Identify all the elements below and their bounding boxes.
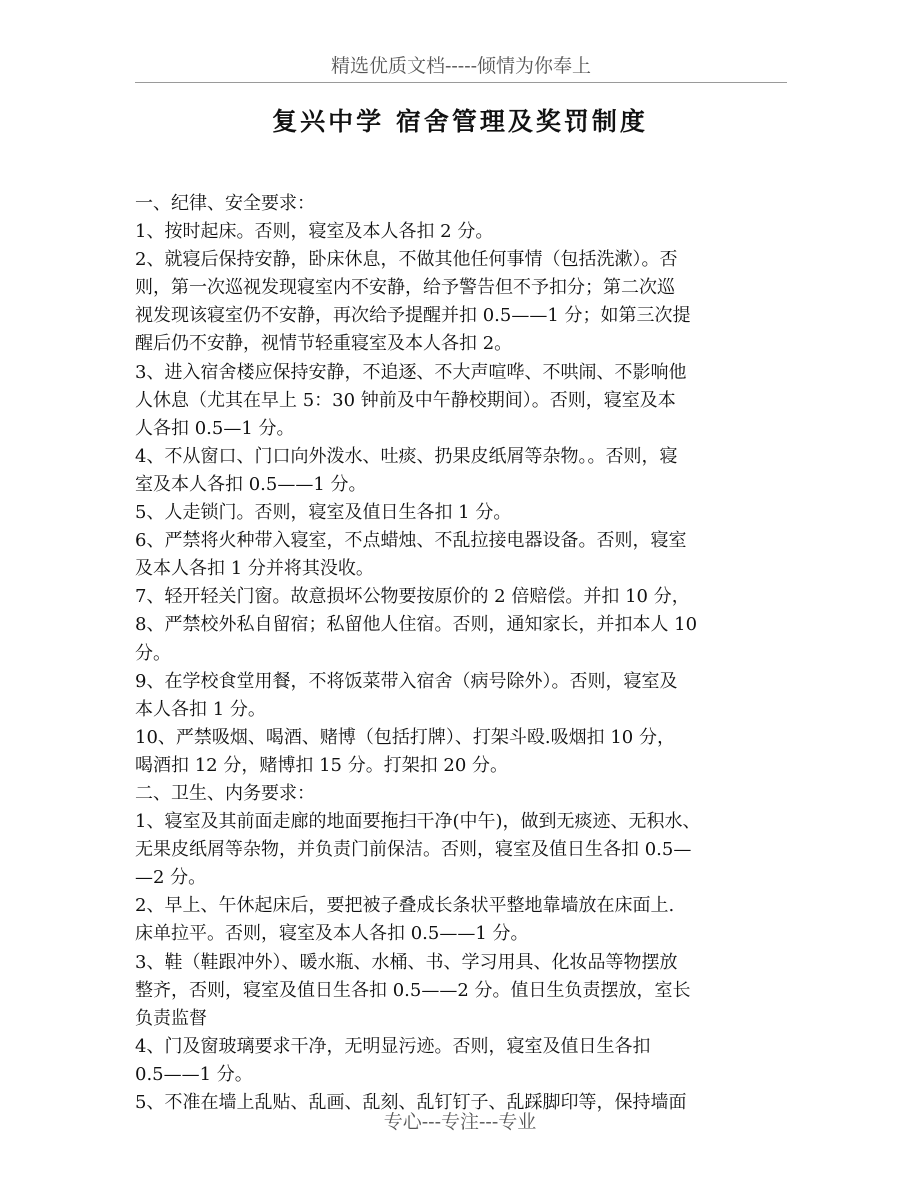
body-line: 5、不准在墙上乱贴、乱画、乱刻、乱钉钉子、乱踩脚印等，保持墙面 bbox=[135, 1092, 687, 1113]
body-line: 0.5——1 分。 bbox=[135, 1063, 253, 1085]
body-line: 5、人走锁门。否则，寝室及值日生各扣 1 分。 bbox=[135, 502, 512, 524]
page-header bbox=[135, 50, 787, 83]
page-footer bbox=[0, 1108, 920, 1136]
body-line: 10、严禁吸烟、喝酒、赌博（包括打牌）、打架斗殴.吸烟扣 10 分， bbox=[135, 726, 675, 748]
body-line: 8、严禁校外私自留宿；私留他人住宿。否则，通知家长，并扣本人 10 bbox=[135, 614, 698, 636]
body-line: 无果皮纸屑等杂物，并负责门前保洁。否则，寝室及值日生各扣 0.5— bbox=[135, 839, 692, 861]
body-line: 2、就寝后保持安静，卧床休息，不做其他任何事情（包括洗漱）。否 bbox=[135, 249, 678, 271]
footer-text: 专心---专注---专业 bbox=[383, 1111, 537, 1133]
body-line: 负责监督 bbox=[135, 1007, 207, 1029]
body-line: 7、轻开轻关门窗。故意损坏公物要按原价的 2 倍赔偿。并扣 10 分， bbox=[135, 586, 690, 608]
document-title: 复兴中学 宿舍管理及奖罚制度 bbox=[272, 107, 648, 136]
body-line: 4、不从窗口、门口向外泼水、吐痰、扔果皮纸屑等杂物。。否则，寝 bbox=[135, 445, 678, 467]
body-line: 则，第一次巡视发现寝室内不安静，给予警告但不予扣分；第二次巡 bbox=[135, 277, 675, 299]
body-line: —2 分。 bbox=[135, 867, 207, 889]
body-line: 分。 bbox=[135, 642, 171, 664]
body-line: 人各扣 0.5—1 分。 bbox=[135, 417, 295, 439]
body-line: 1、按时起床。否则，寝室及本人各扣 2 分。 bbox=[135, 221, 494, 243]
body-line: 3、进入宿舍楼应保持安静，不追逐、不大声喧哗、不哄闹、不影响他 bbox=[135, 361, 687, 383]
body-line: 9、在学校食堂用餐，不将饭菜带入宿舍（病号除外）。否则，寝室及 bbox=[135, 670, 678, 692]
document-body bbox=[135, 190, 787, 1117]
body-line: 3、鞋（鞋跟冲外）、暖水瓶、水桶、书、学习用具、化妆品等物摆放 bbox=[135, 951, 678, 973]
body-line: 6、严禁将火种带入寝室，不点蜡烛、不乱拉接电器设备。否则，寝室 bbox=[135, 530, 687, 552]
body-line: 一、纪律、安全要求： bbox=[135, 193, 315, 214]
body-line: 1、寝室及其前面走廊的地面要拖扫干净(中午)，做到无痰迹、无积水、 bbox=[135, 811, 701, 833]
body-line: 喝酒扣 12 分，赌博扣 15 分。打架扣 20 分。 bbox=[135, 754, 509, 776]
body-line: 人休息（尤其在早上 5：30 钟前及中午静校期间）。否则，寝室及本 bbox=[135, 389, 676, 411]
body-line: 本人各扣 1 分。 bbox=[135, 698, 266, 720]
body-line: 二、卫生、内务要求： bbox=[135, 782, 315, 804]
header-text: 精选优质文档-----倾情为你奉上 bbox=[330, 55, 592, 77]
body-line: 醒后仍不安静，视情节轻重寝室及本人各扣 2。 bbox=[135, 333, 513, 355]
body-line: 室及本人各扣 0.5——1 分。 bbox=[135, 473, 367, 495]
body-line: 2、早上、午休起床后，要把被子叠成长条状平整地靠墙放在床面上. bbox=[135, 895, 675, 917]
body-line: 视发现该寝室仍不安静，再次给予提醒并扣 0.5——1 分；如第三次提 bbox=[135, 305, 691, 327]
body-line: 床单拉平。否则，寝室及本人各扣 0.5——1 分。 bbox=[135, 923, 529, 945]
body-line: 及本人各扣 1 分并将其没收。 bbox=[135, 558, 374, 580]
body-line: 整齐，否则，寝室及值日生各扣 0.5——2 分。值日生负责摆放，室长 bbox=[135, 979, 691, 1001]
body-line: 4、门及窗玻璃要求干净，无明显污迹。否则，寝室及值日生各扣 bbox=[135, 1035, 651, 1057]
